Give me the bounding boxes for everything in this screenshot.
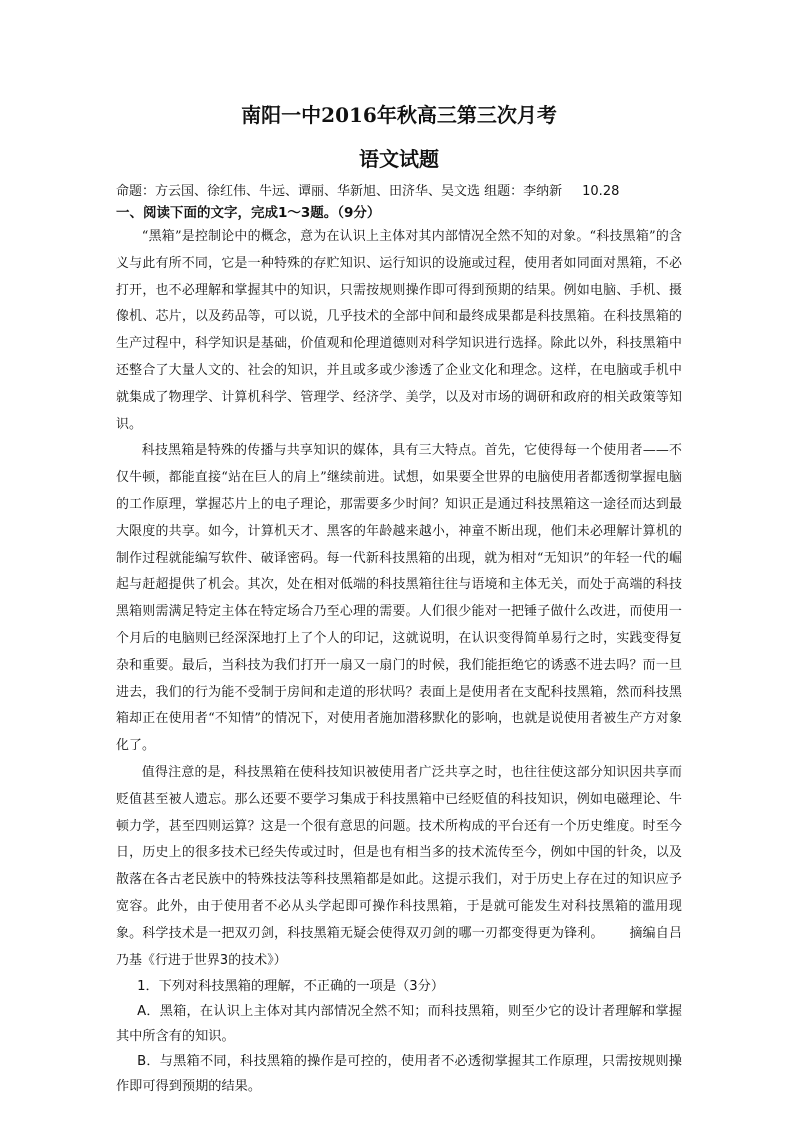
- passage-paragraph-1: “黑箱”是控制论中的概念，意为在认识上主体对其内部情况全然不知的对象。“科技黑箱”的含义与此有所不同，它是一种特殊的存贮知识、运行知识的设施或过程，使用者如同面对黑箱，不必打开，也不必理解和掌握其中的知识，只需按规则操作即可得到预期的结果。例如电脑、手机、摄像机、芯片，以及药品等，可以说，几乎技术的全部中间和最终成果都是科技黑箱。在科技黑箱的生产过程中，科学知识是基础，价值观和伦理道德则对科学知识进行选择。除此以外，科技黑箱中还整合了大量人文的、社会的知识，并且或多或少渗透了企业文化和理念。这样，在电脑或手机中就集成了物理学、计算机科学、管理学、经济学、美学，以及对市场的调研和政府的相关政策等知识。: [116, 229, 682, 432]
- passage-source: 摘编自吕乃基《行进于世界3的技术》）: [116, 925, 682, 968]
- exam-subtitle: 语文试题: [359, 147, 439, 171]
- authors-line: [116, 182, 682, 202]
- section-heading: 一、阅读下面的文字，完成1～3题。（9分）: [116, 205, 381, 221]
- exam-title: 南阳一中2016年秋高三第三次月考: [241, 103, 557, 127]
- authors-text: 命题：方云国、徐红伟、牛远、谭丽、华新旭、田济华、吴文选 组题：李纳新: [116, 184, 563, 199]
- passage-paragraph-3-text: 值得注意的是，科技黑箱在使科技知识被使用者广泛共享之时，也往往使这部分知识因共享而贬值甚至被人遗忘。那么还要不要学习集成于科技黑箱中已经贬值的科技知识，例如电磁理论、牛顿力学，甚至四则运算？这是一个很有意思的问题。技术所构成的平台还有一个历史维度。时至今日，历史上的很多技术已经失传或过时，但是也有相当多的技术流传至今，例如中国的针灸，以及散落在各古老民族中的特殊技法等科技黑箱都是如此。这提示我们，对于历史上存在过的知识应予宽容。此外，由于使用者不必从头学起即可操作科技黑箱，于是就可能发生对科技黑箱的滥用现象。科学技术是一把双刃剑，科技黑箱无疑会使得双刃剑的哪一刃都变得更为锋利。: [116, 764, 682, 941]
- exam-page: [116, 100, 682, 1099]
- question-1-option-a: A．黑箱，在认识上主体对其内部情况全然不知；而科技黑箱，则至少它的设计者理解和掌握其中所含有的知识。: [116, 1004, 682, 1045]
- question-1-option-b: B．与黑箱不同，科技黑箱的操作是可控的，使用者不必透彻掌握其工作原理，只需按规则操作即可得到预期的结果。: [116, 1054, 682, 1095]
- passage-paragraph-2: 科技黑箱是特殊的传播与共享知识的媒体，具有三大特点。首先，它使得每一个使用者——不仅牛顿，都能直接“站在巨人的肩上”继续前进。试想，如果要全世界的电脑使用者都透彻掌握电脑的工作原理，掌握芯片上的电子理论，那需要多少时间？知识正是通过科技黑箱这一途径而达到最大限度的共享。如今，计算机天才、黑客的年龄越来越小，神童不断出现，他们未必理解计算机的制作过程就能编写软件、破译密码。每一代新科技黑箱的出现，就为相对“无知识”的年轻一代的崛起与赶超提供了机会。其次，处在相对低端的科技黑箱往往与语境和主体无关，而处于高端的科技黑箱则需满足特定主体在特定场合乃至心理的需要。人们很少能对一把锤子做什么改进，而使用一个月后的电脑则已经深深地打上了个人的印记，这就说明，在认识变得简单易行之时，实践变得复杂和重要。最后，当科技为我们打开一扇又一扇门的时候，我们能拒绝它的诱惑不进去吗？而一旦进去，我们的行为能不受制于房间和走道的形状吗？表面上是使用者在支配科技黑箱，然而科技黑箱却正在使用者“不知情”的情况下，对使用者施加潜移默化的影响，也就是说使用者被生产方对象化了。: [116, 443, 682, 754]
- question-1-stem: 1．下列对科技黑箱的理解，不正确的一项是（3分）: [137, 979, 445, 995]
- exam-date: 10.28: [582, 184, 620, 199]
- passage-paragraph-3: [116, 760, 682, 974]
